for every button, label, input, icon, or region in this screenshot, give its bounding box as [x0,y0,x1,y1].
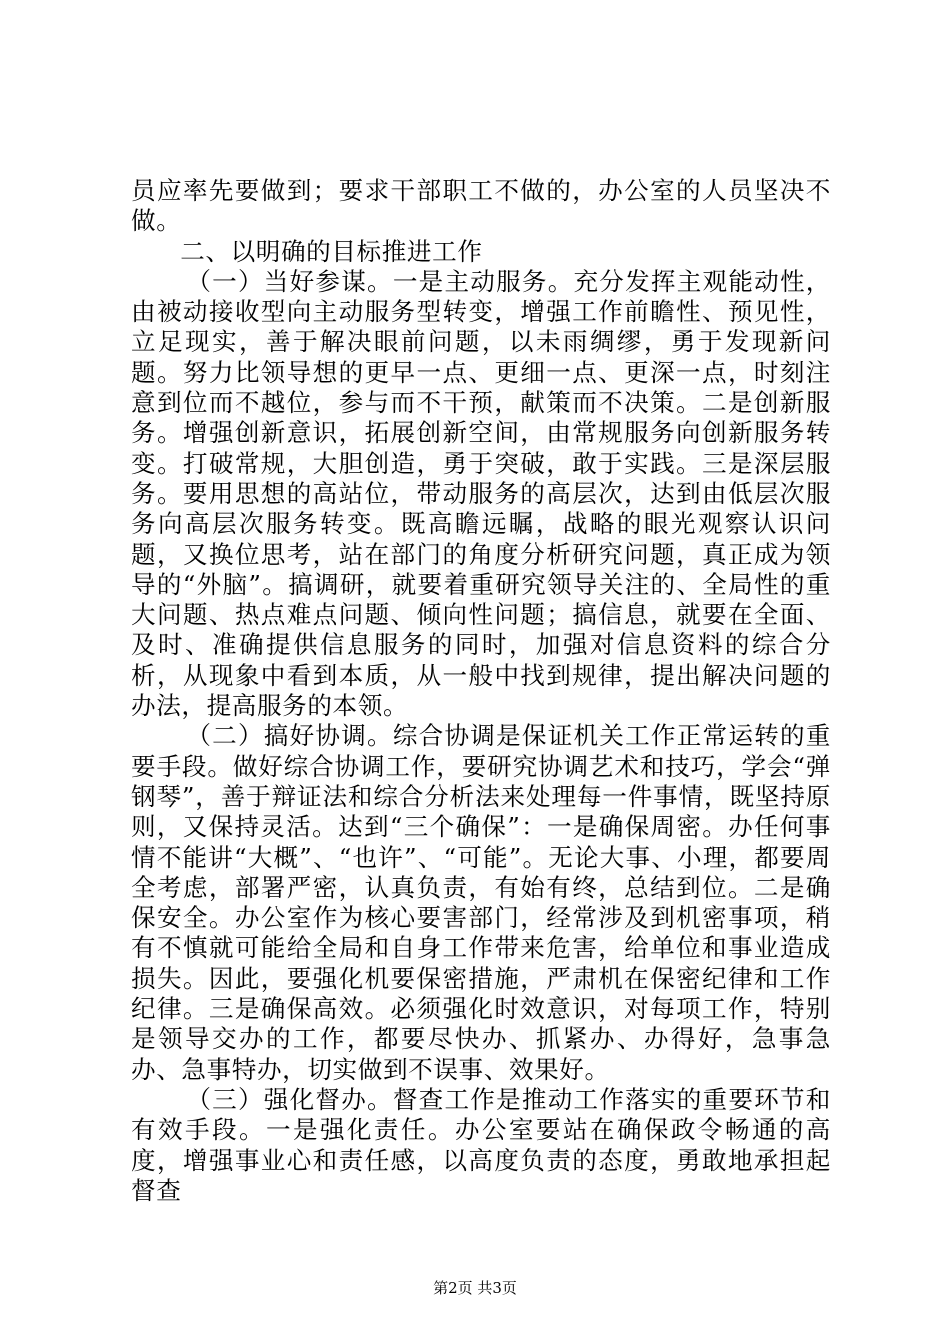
paragraph-continuation: 员应率先要做到；要求干部职工不做的，办公室的人员坚决不做。 [131,176,831,236]
page-footer [0,1277,950,1298]
section-heading: 二、以明确的目标推进工作 [180,236,483,266]
paragraph-coordination: （二）搞好协调。综合协调是保证机关工作正常运转的重要手段。做好综合协调工作，要研究协调艺术和技巧，学会“弹钢琴”，善于辩证法和综合分析法来处理每一件事情，既坚持原则，又保持灵活。达到“三个确保”：一是确保周密。办任何事情不能讲“大概”、“也许”、“可能”。无论大事、小理，都要周全考虑，部署严密，认真负责，有始有终，总结到位。二是确保安全。办公室作为核心要害部门，经常涉及到机密事项，稍有不慎就可能给全局和自身工作带来危害，给单位和事业造成损失。因此，要强化机要保密措施，严肃机在保密纪律和工作纪律。三是确保高效。必须强化时效意识，对每项工作，特别是领导交办的工作，都要尽快办、抓紧办、办得好，急事急办、急事特办，切实做到不误事、效果好。 [131,721,831,1084]
paragraph-supervision: （三）强化督办。督查工作是推动工作落实的重要环节和有效手段。一是强化责任。办公室要站在确保政令畅通的高度，增强事业心和责任感，以高度负责的态度，勇敢地承担起督查 [131,1084,831,1205]
page-number: 第2页 共3页 [433,1279,517,1297]
paragraph-advisor: （一）当好参谋。一是主动服务。充分发挥主观能动性，由被动接收型向主动服务型转变，增强工作前瞻性、预见性，立足现实，善于解决眼前问题，以未雨绸缪，勇于发现新问题。努力比领导想的更早一点、更细一点、更深一点，时刻注意到位而不越位，参与而不干预，献策而不决策。二是创新服务。增强创新意识，拓展创新空间，由常规服务向创新服务转变。打破常规，大胆创造，勇于突破，敢于实践。三是深层服务。要用思想的高站位，带动服务的高层次，达到由低层次服务向高层次服务转变。既高瞻远瞩，战略的眼光观察认识问题，又换位思考，站在部门的角度分析研究问题，真正成为领导的“外脑”。搞调研，就要着重研究领导关注的、全局性的重大问题、热点难点问题、倾向性问题；搞信息，就要在全面、及时、准确提供信息服务的同时，加强对信息资料的综合分析，从现象中看到本质，从一般中找到规律，提出解决问题的办法，提高服务的本领。 [131,266,831,721]
document-body [131,176,831,1206]
